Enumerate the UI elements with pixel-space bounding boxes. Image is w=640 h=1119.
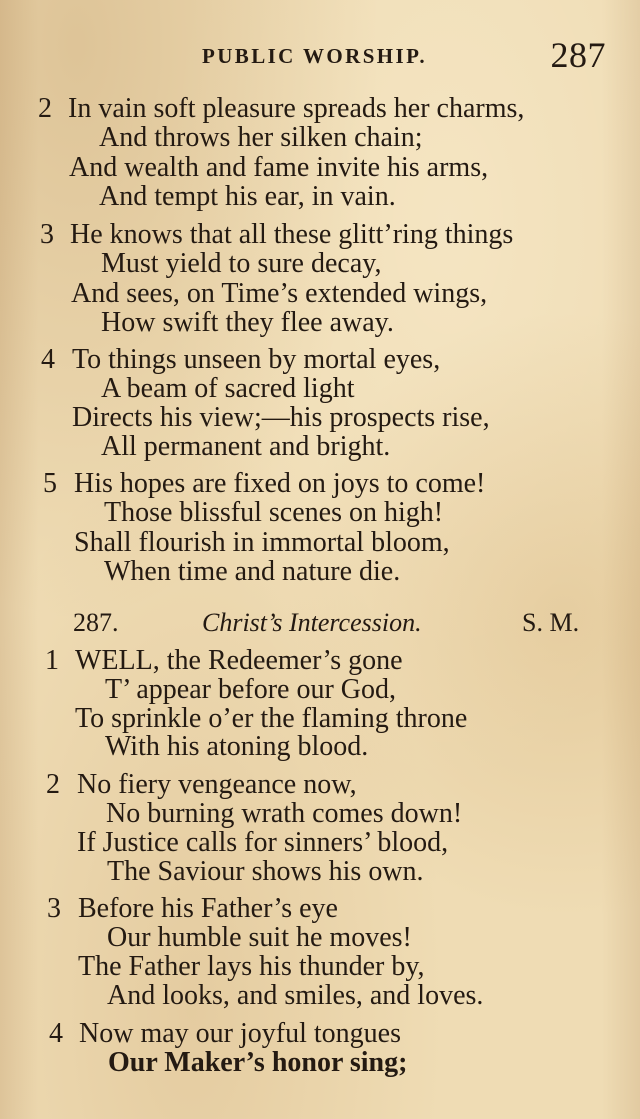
verse-line: And sees, on Time’s extended wings, [71, 278, 488, 309]
verse-line: Now may our joyful tongues [79, 1018, 401, 1049]
verse-line: And wealth and fame invite his arms, [69, 152, 489, 183]
verse-line: Those blissful scenes on high! [104, 497, 444, 528]
verse-line: Must yield to sure decay, [101, 248, 382, 279]
verse-line: In vain soft pleasure spreads her charms, [68, 93, 525, 124]
page-header [0, 36, 640, 76]
verse-line: No fiery vengeance now, [77, 769, 357, 800]
stanza-number: 4 [41, 344, 55, 375]
verse-line: If Justice calls for sinners’ blood, [77, 827, 449, 858]
verse-line: And tempt his ear, in vain. [99, 181, 396, 212]
verse-line: And looks, and smiles, and loves. [107, 980, 484, 1011]
stanza-number: 3 [47, 893, 61, 924]
verse-line: And throws her silken chain; [99, 122, 423, 153]
verse-line: To things unseen by mortal eyes, [72, 344, 441, 375]
verse-line: All permanent and bright. [101, 431, 391, 462]
verse-line: When time and nature die. [104, 556, 401, 587]
verse-line: He knows that all these glitt’ring things [70, 219, 514, 250]
verse-line: WELL, the Redeemer’s gone [75, 645, 403, 676]
hymn-meter: S. M. [522, 608, 580, 637]
page-number: 287 [550, 35, 606, 75]
running-head: PUBLIC WORSHIP. [202, 44, 428, 68]
verse-line: Our humble suit he moves! [107, 922, 412, 953]
verse-line: A beam of sacred light [101, 373, 355, 404]
stanza-number: 1 [45, 645, 59, 676]
verse-line: Before his Father’s eye [78, 893, 338, 924]
verse-line: The Father lays his thunder by, [78, 951, 425, 982]
verse-line: His hopes are fixed on joys to come! [74, 468, 486, 499]
hymn-heading [0, 608, 640, 640]
stanza-number: 3 [40, 219, 54, 250]
verse-line: How swift they flee away. [101, 307, 394, 338]
verse-line: No burning wrath comes down! [106, 798, 463, 829]
verse-line: The Saviour shows his own. [107, 856, 424, 887]
verse-line: Directs his view;—his prospects rise, [72, 402, 490, 433]
verse-line: T’ appear before our God, [105, 674, 397, 705]
verse-line: With his atoning blood. [105, 731, 369, 762]
stanza-number: 5 [43, 468, 57, 499]
hymn-title: Christ’s Intercession. [202, 608, 422, 637]
verse-line: Our Maker’s honor sing; [108, 1047, 408, 1078]
stanza-number: 2 [38, 93, 52, 124]
stanza-number: 2 [46, 769, 60, 800]
stanza-number: 4 [49, 1018, 63, 1049]
verse-line: To sprinkle o’er the flaming throne [75, 703, 468, 734]
hymn-number: 287. [73, 608, 119, 637]
verse-line: Shall flourish in immortal bloom, [74, 527, 450, 558]
